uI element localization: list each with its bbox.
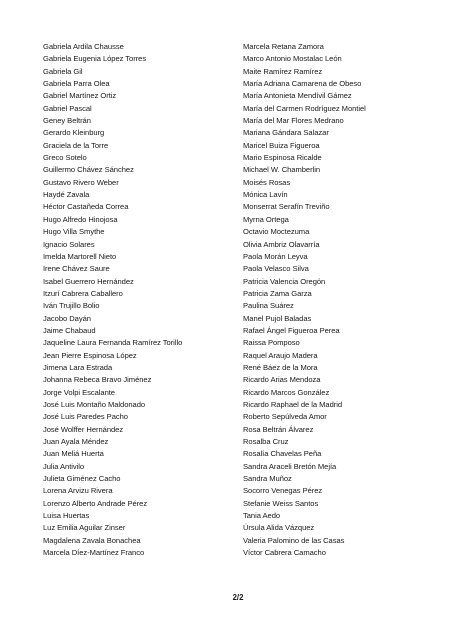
name-entry: Rosalba Cruz xyxy=(243,437,289,446)
name-entry: José Wolffer Hernández xyxy=(43,424,124,434)
name-entry: Ricardo Marcos González xyxy=(243,387,330,397)
name-entry: Mariana Gándara Salazar xyxy=(243,128,329,138)
name-entry: Hugo Alfredo Hinojosa xyxy=(43,214,118,224)
name-entry: Víctor Cabrera Camacho xyxy=(243,548,326,558)
page-number: 2/2 xyxy=(232,593,244,602)
name-entry: Socorro Venegas Pérez xyxy=(243,486,323,496)
name-entry: Octavio Moctezuma xyxy=(243,227,310,237)
name-entry: Myrna Ortega xyxy=(243,214,289,224)
name-entry: Julia Antivilo xyxy=(43,461,85,471)
name-entry: Héctor Castañeda Correa xyxy=(43,202,129,212)
name-entry: Roberto Sepúlveda Amor xyxy=(243,412,327,422)
name-entry: Paola Morán Leyva xyxy=(243,251,308,261)
name-entry: Gabriela Eugenia López Torres xyxy=(43,54,147,64)
name-entry: Guillermo Chávez Sánchez xyxy=(43,165,134,175)
name-entry: Lorena Arvizu Rivera xyxy=(43,486,113,496)
name-entry: Sandra Muñoz xyxy=(243,474,292,484)
name-entry: Iván Trujillo Bolio xyxy=(43,301,100,311)
name-entry: Rosalía Chavelas Peña xyxy=(243,449,322,459)
name-entry: Julieta Giménez Cacho xyxy=(43,474,121,484)
name-entry: Sandra Araceli Bretón Mejía xyxy=(243,461,337,471)
name-entry: Haydé Zavala xyxy=(43,190,90,200)
name-entry: Jacobo Dayán xyxy=(43,313,91,323)
name-entry: Ricardo Raphael de la Madrid xyxy=(243,399,343,409)
name-entry: Juan Meliá Huerta xyxy=(43,449,104,459)
name-entry: Gabriel Martínez Ortiz xyxy=(43,91,117,101)
name-entry: Magdalena Zavala Bonachea xyxy=(43,535,141,545)
name-entry: Raissa Pomposo xyxy=(243,338,300,348)
name-entry: Jimena Lara Estrada xyxy=(43,362,113,372)
name-entry: María Adriana Camarena de Obeso xyxy=(243,79,362,89)
name-entry: Manel Pujol Baladas xyxy=(243,313,312,323)
name-entry: Gabriel Pascal xyxy=(43,103,92,113)
name-entry: Ignacio Solares xyxy=(43,239,95,249)
name-entry: Gabriela Gil xyxy=(43,66,83,76)
name-entry: Jaime Chabaud xyxy=(43,325,96,335)
name-entry: Úrsula Alida Vázquez xyxy=(243,523,315,533)
name-entry: Valeria Palomino de las Casas xyxy=(243,535,345,545)
name-entry: Johanna Rebeca Bravo Jiménez xyxy=(43,375,152,385)
name-entry: Maite Ramírez Ramírez xyxy=(243,66,323,76)
name-entry: Patricia Zama Garza xyxy=(243,288,312,298)
name-entry: María Antonieta Mendívil Gámez xyxy=(243,91,352,101)
name-entry: Jaqueline Laura Fernanda Ramírez Torillo xyxy=(43,338,183,348)
name-entry: Paulina Suárez xyxy=(243,301,294,311)
name-entry: Luz Emilia Aguilar Zinser xyxy=(43,523,126,533)
name-entry: Rafael Ángel Figueroa Perea xyxy=(243,325,340,335)
name-entry: Gerardo Kleinburg xyxy=(43,128,105,138)
names-list-left xyxy=(43,41,182,559)
name-entry: Marcela Díez-Martínez Franco xyxy=(43,548,145,558)
name-entry: Mario Espinosa Ricalde xyxy=(243,153,322,163)
name-entry: Marcela Retana Zamora xyxy=(243,42,324,51)
name-entry: Gabriela Ardila Chausse xyxy=(43,42,124,51)
name-entry: René Báez de la Mora xyxy=(243,362,318,372)
name-entry: Hugo Villa Smythe xyxy=(43,227,105,237)
name-entry: Gabriela Parra Olea xyxy=(43,79,110,89)
name-entry: Itzurí Cabrera Caballero xyxy=(43,288,123,298)
name-entry: Paola Velasco Silva xyxy=(243,264,309,274)
name-entry: Olivia Ambriz Olavarría xyxy=(243,239,320,249)
name-entry: Luisa Huertas xyxy=(43,511,90,521)
names-list-right xyxy=(243,41,366,559)
name-entry: Mónica Lavín xyxy=(243,190,288,200)
name-entry: Imelda Martorell Nieto xyxy=(43,251,117,261)
name-entry: Marco Antonio Mostalac León xyxy=(243,54,342,64)
name-entry: Raquel Araujo Madera xyxy=(243,350,318,360)
name-entry: Stefanie Weiss Santos xyxy=(243,498,319,508)
name-entry: Jorge Volpi Escalante xyxy=(43,387,115,397)
name-entry: Isabel Guerrero Hernández xyxy=(43,276,134,286)
name-entry: Jean Pierre Espinosa López xyxy=(43,350,137,360)
name-entry: Michael W. Chamberlin xyxy=(243,165,321,175)
name-entry: Tania Aedo xyxy=(243,511,281,521)
name-entry: Maricel Buiza Figueroa xyxy=(243,140,320,150)
name-entry: María del Carmen Rodríguez Montiel xyxy=(243,103,366,113)
name-entry: Rosa Beltrán Álvarez xyxy=(243,424,314,434)
name-entry: José Luis Paredes Pacho xyxy=(43,412,128,422)
name-entry: Patricia Valencia Oregón xyxy=(243,276,326,286)
name-entry: José Luis Montaño Maldonado xyxy=(43,399,146,409)
name-entry: Gustavo Rivero Weber xyxy=(43,177,119,187)
name-entry: Juan Ayala Méndez xyxy=(43,437,109,446)
name-entry: Lorenzo Alberto Andrade Pérez xyxy=(43,498,148,508)
name-entry: Graciela de la Torre xyxy=(43,140,109,150)
name-entry: Greco Sotelo xyxy=(43,153,87,163)
name-entry: Ricardo Arias Mendoza xyxy=(243,375,321,385)
name-entry: Geney Beltrán xyxy=(43,116,91,126)
name-entry: María del Mar Flores Medrano xyxy=(243,116,344,126)
name-entry: Moisés Rosas xyxy=(243,177,291,187)
name-entry: Irene Chávez Saure xyxy=(43,264,110,274)
name-entry: Monserrat Serafín Treviño xyxy=(243,202,330,212)
